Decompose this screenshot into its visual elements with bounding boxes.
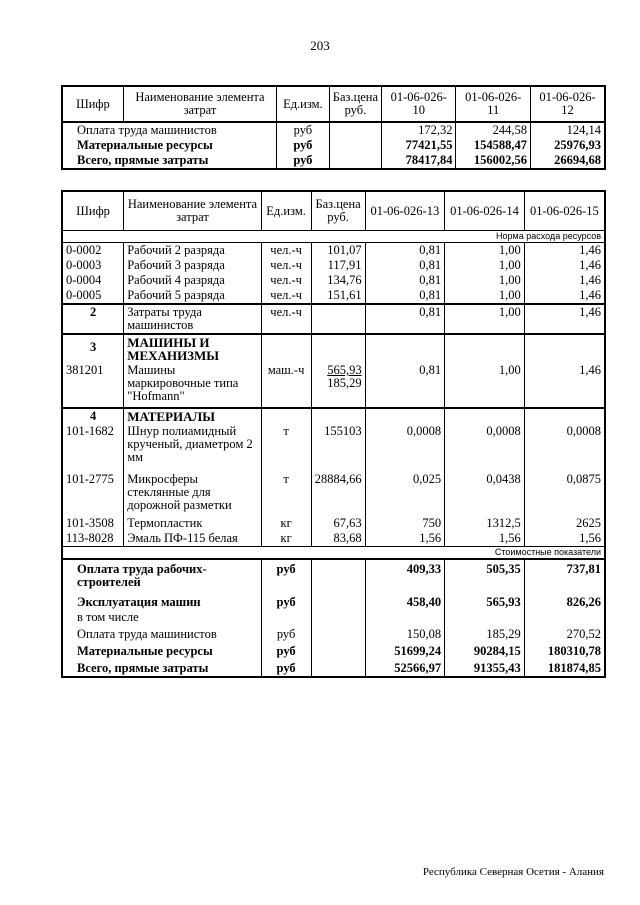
header-price: Баз.цена руб.: [329, 86, 381, 122]
section-title: МАТЕРИАЛЫ: [124, 408, 261, 424]
row-code: 381201: [62, 363, 124, 408]
row-name: Рабочий 5 разряда: [124, 288, 261, 304]
row-v3: 124,14: [531, 122, 605, 138]
row-v2: 505,35: [445, 559, 525, 590]
header-code: Шифр: [62, 191, 124, 231]
section-2-row: [62, 304, 605, 334]
table-row: [62, 659, 605, 677]
row-v1: 0,81: [365, 363, 445, 408]
row-name: в том числе: [62, 610, 261, 625]
row-name: Машины маркировочные типа "Hofmann": [124, 363, 261, 408]
row-v3: 1,46: [524, 304, 605, 334]
row-name: Эмаль ПФ-115 белая: [124, 531, 261, 547]
header-code: Шифр: [62, 86, 123, 122]
row-name: Материальные ресурсы: [62, 138, 276, 153]
table-row: [62, 559, 605, 590]
row-v3: 1,46: [524, 243, 605, 259]
row-v2: 185,29: [445, 625, 525, 642]
row-name: Шнур полиамидный крученый, диаметром 2 мм: [124, 424, 261, 472]
row-v2: 1,00: [445, 363, 525, 408]
row-v2: 154588,47: [456, 138, 531, 153]
summary-table-1: [61, 85, 606, 170]
row-code: 0-0003: [62, 258, 124, 273]
header-name: Наименование элемента затрат: [124, 191, 261, 231]
table-row: [62, 288, 605, 304]
row-name: Эксплуатация машин: [62, 590, 261, 610]
row-price: 101,07: [311, 243, 365, 259]
row-unit: руб: [261, 642, 311, 659]
row-unit: т: [261, 472, 311, 516]
row-code: 0-0005: [62, 288, 124, 304]
row-unit: чел.-ч: [261, 273, 311, 288]
row-v3: 180310,78: [524, 642, 605, 659]
header-unit: Ед.изм.: [276, 86, 329, 122]
row-v2: 90284,15: [445, 642, 525, 659]
table-header-row: [62, 86, 605, 122]
table-row: [62, 625, 605, 642]
header-col2: 01-06-026-14: [445, 191, 525, 231]
table-row: [62, 642, 605, 659]
row-v1: 1,56: [365, 531, 445, 547]
row-v1: 172,32: [382, 122, 456, 138]
row-name: Оплата труда рабочих-строителей: [62, 559, 261, 590]
row-v1: 77421,55: [382, 138, 456, 153]
row-price: 565,93: [327, 363, 362, 377]
row-unit: руб: [261, 659, 311, 677]
section-4-header: [62, 408, 605, 424]
row-v3: 737,81: [524, 559, 605, 590]
table-row: [62, 424, 605, 472]
table-row: [62, 153, 605, 169]
row-v3: 826,26: [524, 590, 605, 610]
row-code: 101-2775: [62, 472, 124, 516]
section-code: 4: [62, 408, 124, 424]
table-row: [62, 122, 605, 138]
row-v3: 25976,93: [531, 138, 605, 153]
table-row: [62, 273, 605, 288]
section-3-header: [62, 334, 605, 363]
row-unit: маш.-ч: [261, 363, 311, 408]
row-unit: руб: [261, 625, 311, 642]
header-price: Баз.цена руб.: [311, 191, 365, 231]
header-col1: 01-06-026-10: [382, 86, 456, 122]
header-col1: 01-06-026-13: [365, 191, 445, 231]
table-row: [62, 516, 605, 531]
table-row: [62, 610, 605, 625]
row-code: 0-0004: [62, 273, 124, 288]
table-row: [62, 243, 605, 259]
row-v1: 0,81: [365, 288, 445, 304]
header-name: Наименование элемента затрат: [123, 86, 276, 122]
table-row: [62, 363, 605, 408]
row-v2: 0,0438: [445, 472, 525, 516]
norm-label: Норма расхода ресурсов: [62, 231, 605, 243]
header-col2: 01-06-026-11: [456, 86, 531, 122]
row-price-machinist: 185,29: [327, 376, 362, 390]
row-v2: 1,00: [445, 288, 525, 304]
row-v1: 0,81: [365, 243, 445, 259]
row-name: Оплата труда машинистов: [62, 625, 261, 642]
table-row: [62, 590, 605, 610]
row-v3: 270,52: [524, 625, 605, 642]
row-unit: т: [261, 424, 311, 472]
footer-region: Республика Северная Осетия - Алания: [422, 866, 604, 878]
row-v3: 1,46: [524, 273, 605, 288]
row-v1: 0,81: [365, 258, 445, 273]
row-unit: руб: [276, 153, 329, 169]
section-name: Затраты труда машинистов: [124, 304, 261, 334]
row-v1: 150,08: [365, 625, 445, 642]
row-v3: 181874,85: [524, 659, 605, 677]
row-v3: 1,46: [524, 258, 605, 273]
row-v1: 458,40: [365, 590, 445, 610]
header-unit: Ед.изм.: [261, 191, 311, 231]
row-price: 155103: [311, 424, 365, 472]
row-v1: 750: [365, 516, 445, 531]
row-v2: 1,00: [445, 243, 525, 259]
row-unit: чел.-ч: [261, 288, 311, 304]
row-unit: чел.-ч: [261, 258, 311, 273]
row-price: 151,61: [311, 288, 365, 304]
row-name: Рабочий 2 разряда: [124, 243, 261, 259]
row-v1: 409,33: [365, 559, 445, 590]
header-col3: 01-06-026-12: [531, 86, 605, 122]
row-unit: кг: [261, 531, 311, 547]
row-v3: 2625: [524, 516, 605, 531]
row-v2: 156002,56: [456, 153, 531, 169]
row-v2: 0,0008: [445, 424, 525, 472]
row-v2: 244,58: [456, 122, 531, 138]
row-v3: 1,56: [524, 531, 605, 547]
row-unit: руб: [261, 559, 311, 590]
row-unit: кг: [261, 516, 311, 531]
row-price: 134,76: [311, 273, 365, 288]
row-unit: чел.-ч: [261, 243, 311, 259]
header-col3: 01-06-026-15: [524, 191, 605, 231]
row-v2: 1,00: [445, 304, 525, 334]
resources-table: [61, 190, 606, 678]
row-price: 28884,66: [311, 472, 365, 516]
table-header-row: [62, 191, 605, 231]
row-name: Материальные ресурсы: [62, 642, 261, 659]
section-code: 3: [62, 334, 124, 363]
row-name: Микросферы стеклянные для дорожной разметки: [124, 472, 261, 516]
row-v3: 0,0875: [524, 472, 605, 516]
row-v1: 52566,97: [365, 659, 445, 677]
row-v2: 1,00: [445, 258, 525, 273]
row-unit: руб: [276, 122, 329, 138]
row-v1: 0,0008: [365, 424, 445, 472]
row-v1: 0,025: [365, 472, 445, 516]
row-name: Термопластик: [124, 516, 261, 531]
row-code: 101-3508: [62, 516, 124, 531]
row-v2: 1,56: [445, 531, 525, 547]
row-name: Всего, прямые затраты: [62, 659, 261, 677]
row-name: Всего, прямые затраты: [62, 153, 276, 169]
section-code: 2: [62, 304, 124, 334]
row-v2: 565,93: [445, 590, 525, 610]
row-code: 101-1682: [62, 424, 124, 472]
row-unit: чел.-ч: [261, 304, 311, 334]
row-v1: 51699,24: [365, 642, 445, 659]
row-code: 0-0002: [62, 243, 124, 259]
section-title: МАШИНЫ И МЕХАНИЗМЫ: [124, 334, 261, 363]
row-name: Рабочий 4 разряда: [124, 273, 261, 288]
row-v3: 0,0008: [524, 424, 605, 472]
cost-label: Стоимостные показатели: [62, 547, 605, 560]
row-code: 113-8028: [62, 531, 124, 547]
table-row: [62, 472, 605, 516]
row-v1: 0,81: [365, 304, 445, 334]
table-row: [62, 258, 605, 273]
table-row: [62, 138, 605, 153]
row-v2: 91355,43: [445, 659, 525, 677]
row-v2: 1,00: [445, 273, 525, 288]
row-v3: 1,46: [524, 288, 605, 304]
row-name: Оплата труда машинистов: [62, 122, 276, 138]
page-number: 203: [310, 38, 330, 53]
row-v2: 1312,5: [445, 516, 525, 531]
row-v1: 0,81: [365, 273, 445, 288]
row-unit: руб: [261, 590, 311, 610]
row-v3: 26694,68: [531, 153, 605, 169]
row-price: 117,91: [311, 258, 365, 273]
row-v3: 1,46: [524, 363, 605, 408]
row-unit: руб: [276, 138, 329, 153]
table-row: [62, 531, 605, 547]
row-name: Рабочий 3 разряда: [124, 258, 261, 273]
row-v1: 78417,84: [382, 153, 456, 169]
row-price: 83,68: [311, 531, 365, 547]
row-price: 67,63: [311, 516, 365, 531]
